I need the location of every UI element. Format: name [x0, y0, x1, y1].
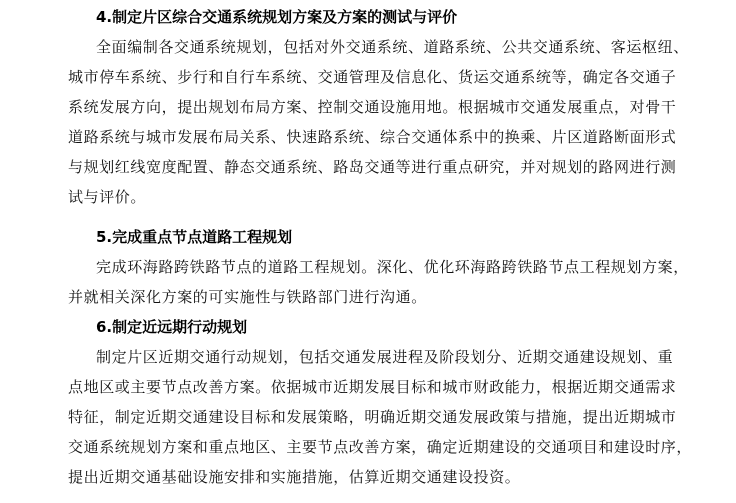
paragraph-line: 全面编制各交通系统规划，包括对外交通系统、道路系统、公共交通系统、客运枢纽、: [96, 38, 689, 56]
paragraph-line: 点地区或主要节点改善方案。依据城市近期发展目标和城市财政能力，根据近期交通需求: [68, 378, 677, 396]
paragraph-line: 试与评价。: [68, 188, 147, 206]
section-heading: 6.制定近远期行动规划: [96, 318, 248, 336]
paragraph-line: 制定片区近期交通行动规划，包括交通发展进程及阶段划分、近期交通建设规划、重: [96, 348, 674, 366]
paragraph-line: 城市停车系统、步行和自行车系统、交通管理及信息化、货运交通系统等，确定各交通子: [68, 68, 677, 86]
paragraph-line: 与规划红线宽度配置、静态交通系统、路岛交通等进行重点研究，并对规划的路网进行测: [68, 158, 677, 176]
paragraph-line: 特征，制定近期交通建设目标和发展策略，明确近期交通发展政策与措施，提出近期城市: [68, 408, 677, 426]
paragraph-line: 提出近期交通基础设施安排和实施措施，估算近期交通建设投资。: [68, 468, 521, 486]
paragraph-line: 交通系统规划方案和重点地区、主要节点改善方案，确定近期建设的交通项目和建设时序，: [68, 438, 693, 456]
paragraph-line: 并就相关深化方案的可实施性与铁路部门进行沟通。: [68, 288, 427, 306]
section-heading: 4.制定片区综合交通系统规划方案及方案的测试与评价: [96, 8, 458, 26]
paragraph-line: 完成环海路跨铁路节点的道路工程规划。深化、优化环海路跨铁路节点工程规划方案，: [96, 258, 689, 276]
paragraph-line: 道路系统与城市发展布局关系、快速路系统、综合交通体系中的换乘、片区道路断面形式: [68, 128, 677, 146]
section-heading: 5.完成重点节点道路工程规划: [96, 228, 293, 246]
paragraph-line: 系统发展方向，提出规划布局方案、控制交通设施用地。根据城市交通发展重点，对骨干: [68, 98, 677, 116]
